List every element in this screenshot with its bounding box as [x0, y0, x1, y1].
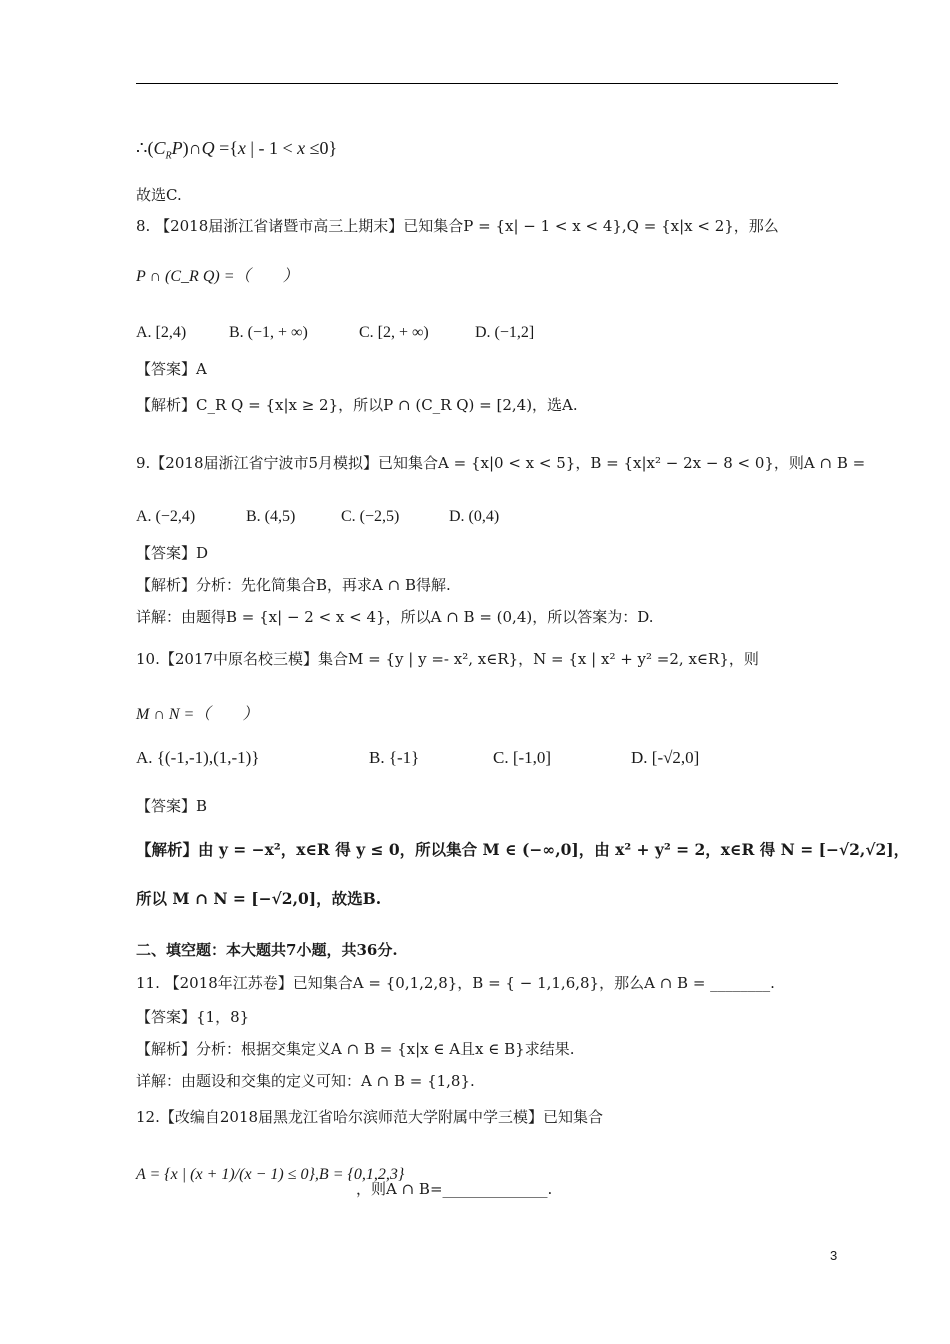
q10-analysis: 【解析】由 y = −x²，x∈R 得 y ≤ 0，所以集合 M ∈ (−∞,0]，由 x² + y² = 2，x∈R 得 N = [−√2,√2]， [136, 840, 910, 859]
q12-stem: 12.【改编自2018届黑龙江省哈尔滨师范大学附属中学三模】已知集合 [136, 1108, 604, 1126]
q10-option-b: B. {-1} [369, 748, 420, 767]
q8-answer: 【答案】A [136, 360, 207, 378]
q10-stem2: M ∩ N =（ ） [136, 706, 259, 723]
q9-detail: 详解：由题得B = {x| − 2 < x < 4}，所以A ∩ B = (0,4)，所以答案为：D. [136, 608, 654, 626]
q8-stem2: P ∩ (C_R Q) =（ ） [136, 268, 299, 285]
q9-option-d: D. (0,4) [449, 508, 500, 525]
q11-answer: 【答案】{1，8} [136, 1008, 250, 1026]
q7-conclusion: $\therefore(C_RP)\cap Q =\{x$ | - 1 < x ≤0} [136, 138, 338, 162]
q10-option-d: D. [-√2,0] [631, 748, 700, 767]
q12-blank: ，则A ∩ B=______________. [356, 1180, 553, 1198]
q8-analysis: 【解析】C_R Q = {x|x ≥ 2}，所以P ∩ (C_R Q) = [2,4)，选A. [136, 396, 578, 414]
q10-stem: 10.【2017中原名校三模】集合M = {y | y =- x², x∈R}，N = {x | x² + y² =2, x∈R}，则 [136, 650, 759, 668]
q9-option-a: A. (−2,4) [136, 508, 196, 525]
q8-option-d: D. (−1,2] [475, 324, 535, 341]
q8-stem: 8. 【2018届浙江省诸暨市高三上期末】已知集合P = {x| − 1 < x < 4},Q = {x|x < 2}，那么 [136, 217, 779, 235]
q10-analysis2: 所以 M ∩ N = [−√2,0]，故选B. [136, 889, 382, 908]
q8-option-b: B. (−1, + ∞) [229, 324, 308, 341]
q11-stem: 11. 【2018年江苏卷】已知集合A = {0,1,2,8}，B = { − 1,1,6,8}，那么A ∩ B = ________. [136, 974, 775, 992]
q11-analysis: 【解析】分析：根据交集定义A ∩ B = {x|x ∈ A且x ∈ B}求结果. [136, 1040, 575, 1058]
q9-answer: 【答案】D [136, 544, 209, 562]
q12-set-definition: A = {x | (x + 1)/(x − 1) ≤ 0},B = {0,1,2,3} [136, 1166, 405, 1183]
section-heading: 二、填空题：本大题共7小题，共36分. [136, 941, 398, 959]
q10-option-c: C. [-1,0] [493, 748, 552, 767]
q9-analysis: 【解析】分析：先化简集合B，再求A ∩ B得解. [136, 576, 451, 594]
header-rule [136, 83, 838, 84]
q8-option-a: A. [2,4) [136, 324, 187, 341]
q10-option-a: A. {(-1,-1),(1,-1)} [136, 748, 260, 767]
q9-stem: 9.【2018届浙江省宁波市5月模拟】已知集合A = {x|0 < x < 5}，B = {x|x² − 2x − 8 < 0}，则A ∩ B = [136, 454, 866, 472]
q8-option-c: C. [2, + ∞) [359, 324, 429, 341]
q10-answer: 【答案】B [136, 797, 208, 815]
q9-option-b: B. (4,5) [246, 508, 296, 525]
q11-detail: 详解：由题设和交集的定义可知：A ∩ B = {1,8}. [136, 1072, 475, 1090]
page-number: 3 [830, 1248, 838, 1263]
q9-option-c: C. (−2,5) [341, 508, 400, 525]
q7-choice: 故选C. [136, 186, 182, 204]
